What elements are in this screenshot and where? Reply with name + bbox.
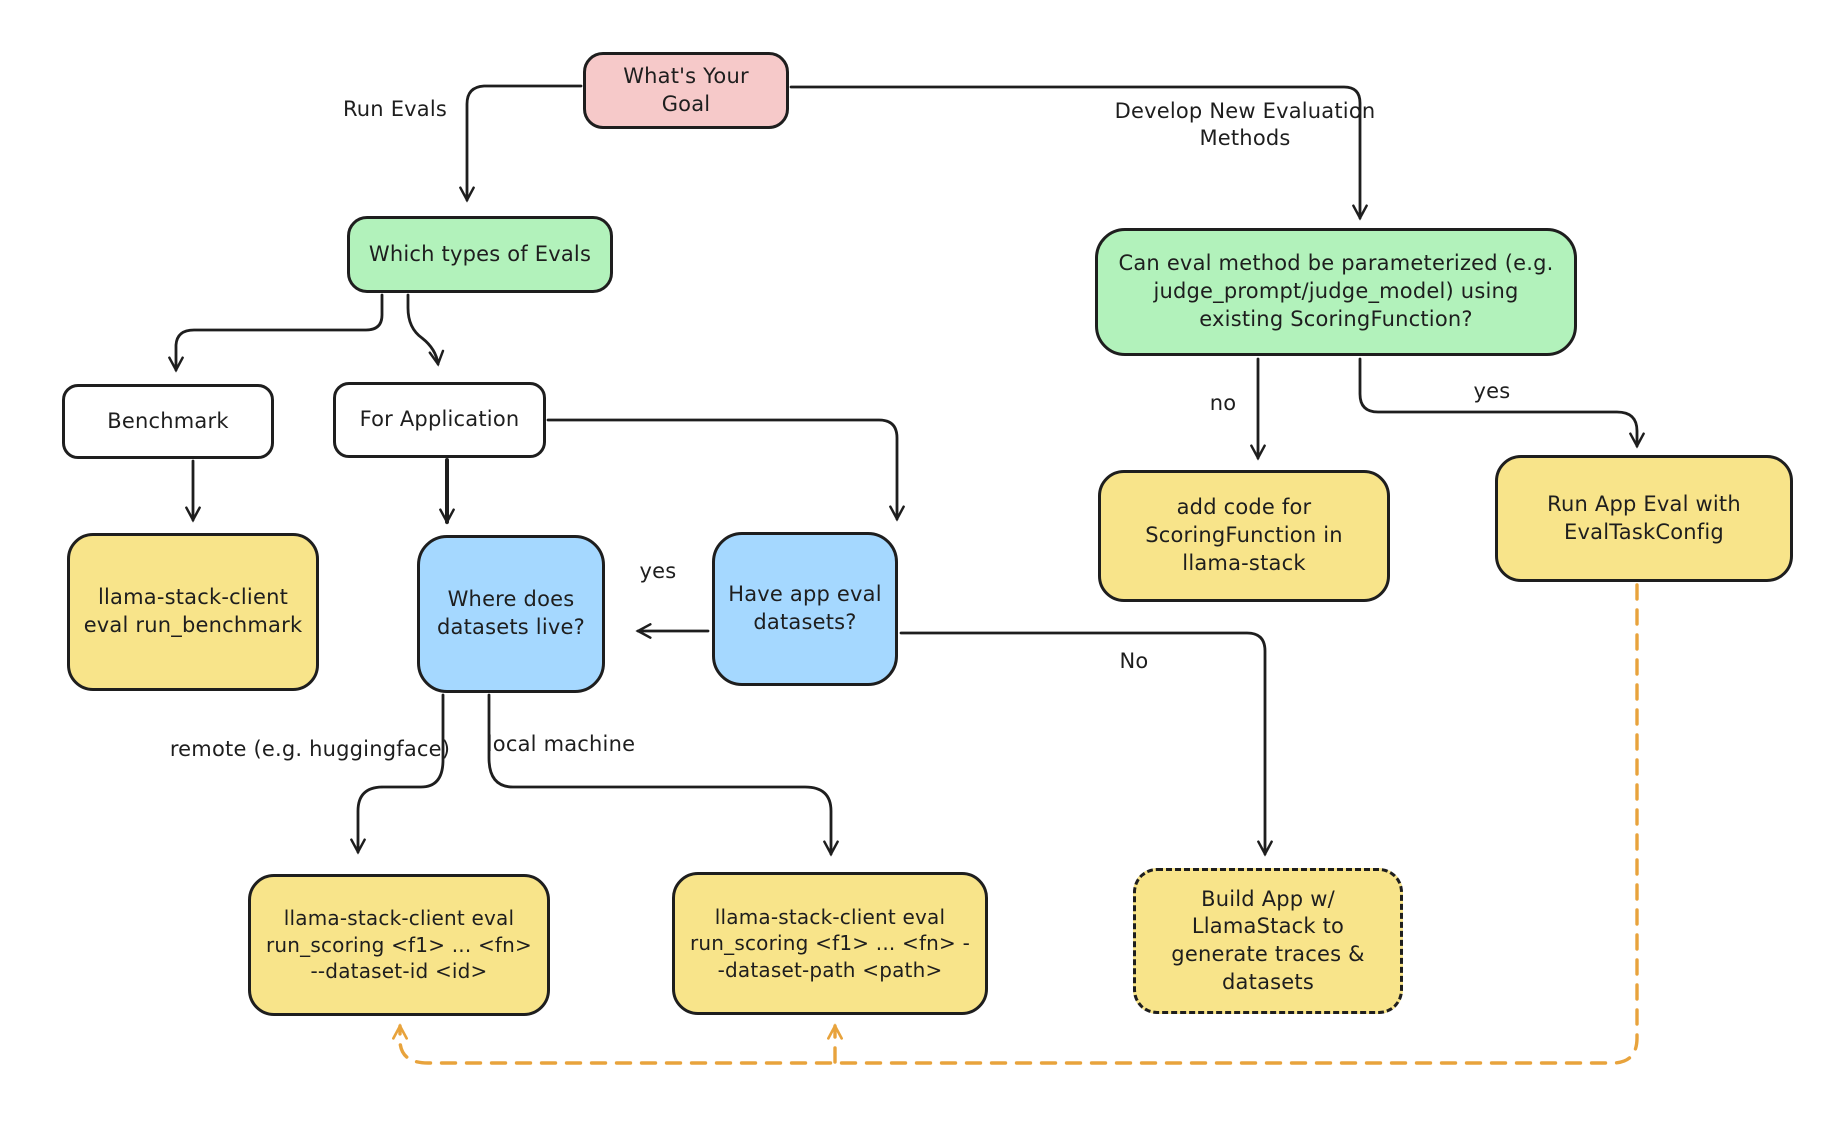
node-benchmark bbox=[62, 384, 274, 459]
edge-label-no: no bbox=[1209, 391, 1237, 415]
node-label: llama-stack-client eval run_scoring <f1> ... <fn> --dataset-path <path> bbox=[689, 904, 970, 982]
node-run-scoring-dataset-path-command bbox=[672, 872, 988, 1015]
edge-label-remote-huggingface: remote (e.g. huggingface) bbox=[169, 737, 451, 761]
connector-goal-to-which-types bbox=[467, 86, 581, 200]
node-label: add code for ScoringFunction in llama-stack bbox=[1145, 495, 1343, 575]
node-can-eval-method-be-parameterized bbox=[1095, 228, 1577, 356]
connector-for-application-to-have-datasets bbox=[548, 420, 897, 519]
node-label: llama-stack-client eval run_benchmark bbox=[83, 585, 303, 637]
node-label: For Application bbox=[359, 407, 520, 432]
node-run-benchmark-command bbox=[67, 533, 319, 691]
edge-label-local-machine: local machine bbox=[486, 732, 636, 756]
node-label: Build App w/ LlamaStack to generate traces & datasets bbox=[1171, 886, 1365, 994]
connector-which-types-to-benchmark bbox=[176, 295, 382, 370]
edge-label-no-have-datasets: No bbox=[1119, 649, 1149, 673]
node-label: llama-stack-client eval run_scoring <f1> ... <fn> --dataset-id <id> bbox=[265, 906, 533, 984]
node-add-code-for-scoringfunction bbox=[1098, 470, 1390, 602]
node-label: Which types of Evals bbox=[368, 241, 592, 266]
node-have-app-eval-datasets bbox=[712, 532, 898, 686]
edge-label-yes: yes bbox=[1473, 379, 1511, 403]
node-run-app-eval-with-evaltaskconfig bbox=[1495, 455, 1793, 582]
connector-have-datasets-to-build-app bbox=[901, 633, 1265, 854]
connector-which-types-to-for-application bbox=[408, 295, 438, 364]
node-run-scoring-dataset-id-command bbox=[248, 874, 550, 1016]
node-label: Run App Eval with EvalTaskConfig bbox=[1547, 491, 1741, 544]
edge-label-yes-have-datasets: yes bbox=[639, 559, 677, 583]
connector-where-datasets-to-run-scoring-id bbox=[358, 695, 443, 852]
edge-label-develop-new-evaluation-methods: Develop New Evaluation Methods bbox=[1114, 99, 1376, 151]
node-which-types-of-evals bbox=[347, 216, 613, 293]
node-label: What's Your Goal bbox=[623, 63, 749, 116]
connector-where-datasets-to-run-scoring-path bbox=[489, 695, 831, 854]
node-whats-your-goal bbox=[583, 52, 789, 129]
node-label: Where does datasets live? bbox=[437, 587, 585, 639]
edge-label-run-evals: Run Evals bbox=[342, 97, 448, 121]
node-where-does-datasets-live bbox=[417, 535, 605, 693]
node-for-application bbox=[333, 382, 546, 458]
node-build-app-with-llamastack bbox=[1133, 868, 1403, 1014]
node-label: Can eval method be parameterized (e.g. judge_prompt/judge_model) using existing ScoringFunction? bbox=[1118, 251, 1554, 331]
node-label: Have app eval datasets? bbox=[728, 582, 882, 634]
node-label: Benchmark bbox=[107, 408, 229, 433]
